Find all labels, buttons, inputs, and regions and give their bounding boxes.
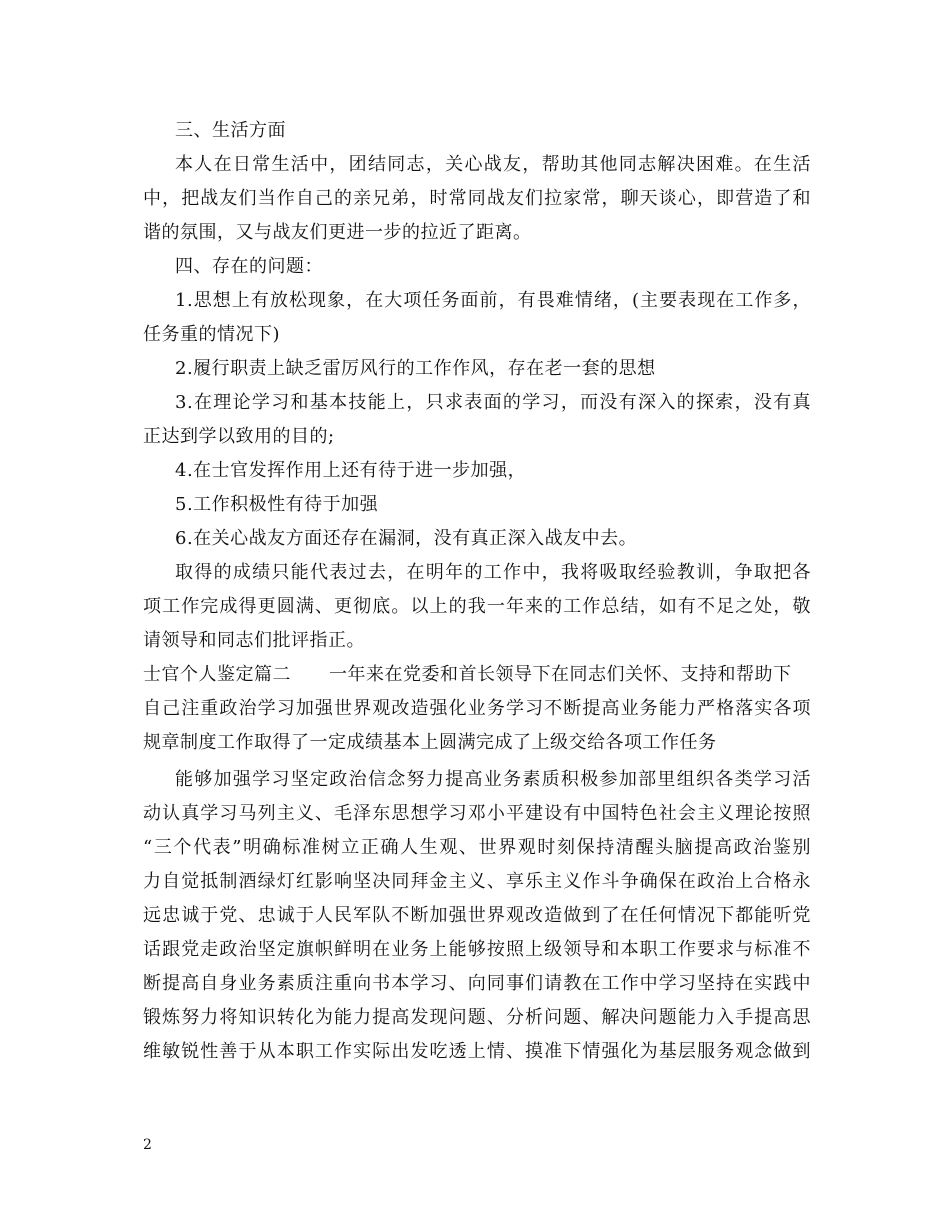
list-item-4: 4.在士官发挥作用上还有待于进一步加强，: [175, 460, 527, 481]
paragraph-line: 请领导和同志们批评指正。: [143, 630, 365, 651]
section-title: 士官个人鉴定篇二: [143, 664, 291, 685]
list-item-2: 2.履行职责上缺乏雷厉风行的工作作风，存在老一套的思想: [175, 358, 656, 379]
list-item-5: 5.工作积极性有待于加强: [175, 494, 379, 515]
paragraph-line: 断提高自身业务素质注重向书本学习、向同事们请教在工作中学习坚持在实践中: [143, 973, 811, 994]
paragraph-line: “三个代表”明确标准树立正确人生观、世界观时刻保持清醒头脑提高政治鉴别: [143, 837, 811, 858]
list-item-1-continued: 任务重的情况下): [143, 324, 281, 345]
list-item-1: 1.思想上有放松现象，在大项任务面前，有畏难情绪，(主要表现在工作多，: [175, 290, 811, 311]
section-title-text: 一年来在党委和首长领导下在同志们关怀、支持和帮助下: [329, 664, 792, 685]
paragraph-line: 项工作完成得更圆满、更彻底。以上的我一年来的工作总结，如有不足之处，敬: [143, 596, 811, 617]
list-item-6: 6.在关心战友方面还存在漏洞，没有真正深入战友中去。: [175, 528, 638, 549]
paragraph-line: 谐的氛围，又与战友们更进一步的拉近了距离。: [143, 222, 532, 243]
paragraph-line: 能够加强学习坚定政治信念努力提高业务素质积极参加部里组织各类学习活: [175, 769, 811, 790]
paragraph-line: 取得的成绩只能代表过去，在明年的工作中，我将吸取经验教训，争取把各: [175, 562, 811, 583]
section-title-line: [143, 658, 811, 692]
paragraph-line: 远忠诚于党、忠诚于人民军队不断加强世界观改造做到了在任何情况下都能听党: [143, 905, 811, 926]
paragraph-line: 话跟党走政治坚定旗帜鲜明在业务上能够按照上级领导和本职工作要求与标准不: [143, 939, 811, 960]
paragraph-line: 动认真学习马列主义、毛泽东思想学习邓小平建设有中国特色社会主义理论按照: [143, 803, 811, 824]
paragraph-line: 维敏锐性善于从本职工作实际出发吃透上情、摸准下情强化为基层服务观念做到: [143, 1041, 811, 1062]
list-item-3: 3.在理论学习和基本技能上，只求表面的学习，而没有深入的探索，没有真: [175, 392, 811, 413]
paragraph-line: 本人在日常生活中，团结同志，关心战友，帮助其他同志解决困难。在生活: [175, 154, 811, 175]
list-item-3-continued: 正达到学以致用的目的;: [143, 426, 335, 447]
page-number: 2: [143, 1137, 152, 1153]
document-body: [143, 114, 811, 1069]
paragraph-line: 中，把战友们当作自己的亲兄弟，时常同战友们拉家常，聊天谈心，即营造了和: [143, 188, 811, 209]
heading-life: 三、生活方面: [175, 120, 286, 141]
paragraph-line: 锻炼努力将知识转化为能力提高发现问题、分析问题、解决问题能力入手提高思: [143, 1007, 811, 1028]
paragraph-line: 自己注重政治学习加强世界观改造强化业务学习不断提高业务能力严格落实各项: [143, 698, 811, 719]
paragraph-line: 规章制度工作取得了一定成绩基本上圆满完成了上级交给各项工作任务: [143, 732, 717, 753]
paragraph-line: 力自觉抵制酒绿灯红影响坚决同拜金主义、享乐主义作斗争确保在政治上合格永: [143, 871, 811, 892]
heading-problems: 四、存在的问题：: [175, 256, 323, 277]
